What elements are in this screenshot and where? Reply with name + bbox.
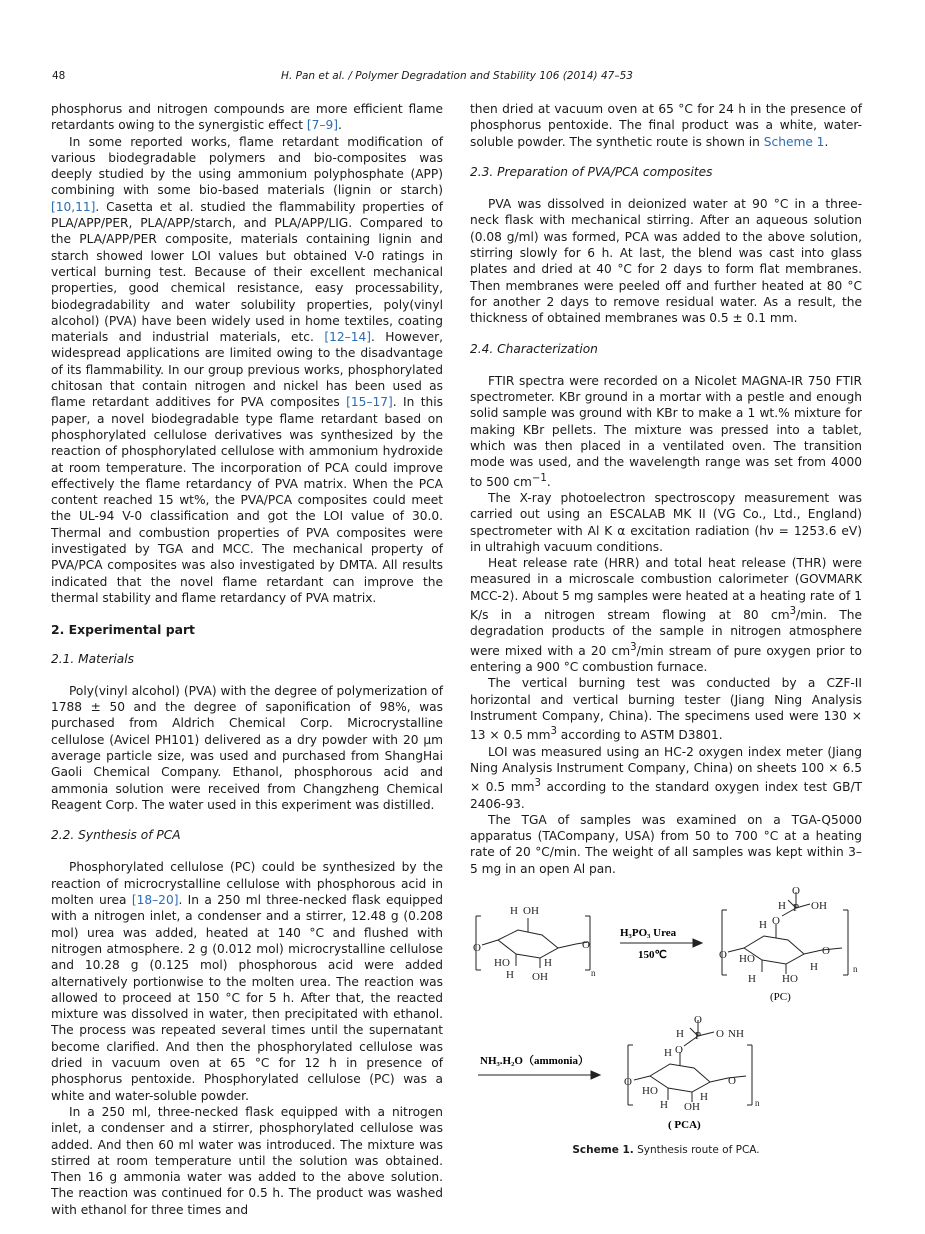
left-column [51, 101, 443, 1218]
subsection-heading: 2.2. Synthesis of PCA [51, 828, 181, 843]
svg-text:O: O [694, 1014, 702, 1026]
scheme-figure [470, 880, 865, 1180]
svg-text:H: H [810, 961, 818, 973]
svg-text:H: H [748, 973, 756, 985]
reagent-label: H₃PO₃ Urea [620, 927, 677, 939]
svg-text:H: H [510, 905, 518, 917]
svg-text:O: O [716, 1028, 724, 1040]
svg-text:HO: HO [642, 1085, 658, 1097]
bracket-right-icon [747, 1045, 752, 1105]
svg-text:n: n [591, 968, 596, 978]
svg-text:n: n [755, 1098, 760, 1108]
running-title: H. Pan et al. / Polymer Degradation and Stability 106 (2014) 47–53 [281, 70, 633, 82]
citation-link[interactable]: [10,11] [51, 199, 96, 214]
citation-link[interactable]: [18–20] [131, 893, 179, 908]
svg-text:O: O [719, 949, 727, 961]
svg-text:P: P [793, 902, 800, 914]
svg-text:OH: OH [532, 971, 548, 983]
compound-label: ( PCA) [668, 1119, 701, 1131]
paragraph: The vertical burning test was conducted by a CZF-II horizontal and vertical burning tester (Jiang Ning Analysis Instrument Company, China). The specimens used were 130 × 13 × 0.5 $mm^3$ according to ASTM D3801. [470, 676, 862, 743]
paragraph: PVA was dissolved in deionized water at 90 °C in a three-neck flask with mechanical stirring. After an aqueous solution (0.08 g/ml) was formed, PCA was added to the above solution, stirring slowly for 6 h. At last, the blend was cast into glass plates and dried at 40 °C for 2 days to form flat membranes. Then membranes were peeled off and further heated at 80 °C for another 2 days to remove residual water. As a result, the thickness of obtained membranes was 0.5 ± 0.1 mm. [470, 197, 862, 326]
svg-text:HO: HO [782, 973, 798, 985]
paragraph: LOI was measured using an HC-2 oxygen index meter (Jiang Ning Analysis Instrument Company, China) on sheets 100 × 6.5 × 0.5 $mm^3$ according to the standard oxygen index test GB/T 2406-93. [470, 744, 862, 811]
paragraph: In a 250 ml, three-necked flask equipped with a nitrogen inlet, a condenser and a stirrer, phosphorylated cellulose was added. And then 60 ml water was introduced. The mixture was stirred at room temperature until the solution was obtained. Then 16 g ammonia water was added to the above solution. The reaction was continued for 0.5 h. The product was washed with ethanol for three times and [51, 1104, 443, 1217]
svg-text:H: H [544, 957, 552, 969]
citation-link[interactable]: [7–9] [306, 118, 339, 133]
svg-text:H: H [778, 900, 786, 912]
section-heading: 2. Experimental part [51, 622, 195, 638]
svg-text:O: O [624, 1076, 632, 1088]
svg-text:H: H [660, 1099, 668, 1111]
svg-text:O: O [792, 885, 800, 897]
right-column [470, 101, 862, 877]
svg-text:OH: OH [684, 1101, 700, 1113]
paragraph: phosphorus and nitrogen compounds are more efficient flame retardants owing to the synergistic effect [7–9]. [51, 102, 443, 133]
glucose-ring-icon [482, 930, 588, 958]
subsection-heading: 2.4. Characterization [470, 341, 598, 356]
paragraph: In some reported works, flame retardant modification of various biodegradable polymers and bio-composites was deeply studied by the using ammonium polyphosphate (APP) combining with some bio-based materials (lignin or starch) [10,11]. Casetta et al. studied the flammability properties of PLA/APP/PER, PLA/APP/starch, and PLA/APP/LIG. Compared to the PLA/APP/PER composite, materials containing lignin and starch showed lower LOI values but obtained V-0 ratings in vertical burning test. Because of their excellent mechanical properties, good chemical resistance, easy processability, biodegradability and water solubility properties, poly(vinyl alcohol) (PVA) have been widely used in home textiles, coating materials and industrial materials, etc. [12–14]. However, widespread applications are limited owing to the disadvantage of its flammability. In our group previous works, phosphorylated chitosan that contain nitrogen and nickel has been used as flame retardant additives for PVA composites [15–17]. In this paper, a novel biodegradable type flame retardant based on phosphorylated cellulose derivatives was synthesized by the reaction of phosphorylated cellulose with ammonium hydroxide at room temperature. The incorporation of PCA could improve effectively the flame retardancy of PVA matrix. When the PCA content reached 15 wt%, the PVA/PCA composites could meet the UL-94 V-0 classification and got the LOI value of 30.0. Thermal and combustion properties of PVA composites were investigated by TGA and MCC. The mechanical property of PVA/PCA composites was also investigated by DMTA. All results indicated that the novel flame retardant can improve the thermal stability and flame retardancy of PVA matrix. [51, 134, 444, 605]
svg-text:H: H [759, 919, 767, 931]
bracket-left-icon [722, 910, 727, 975]
subsection-heading: 2.3. Preparation of PVA/PCA composites [470, 164, 713, 179]
bracket-left-icon [628, 1045, 633, 1105]
paragraph: Heat release rate (HRR) and total heat release (THR) were measured in a microscale combustion calorimeter (GOVMARK MCC-2). About 5 mg samples were heated at a heating rate of 1 K/s in a nitrogen stream flowing at 80 $cm^3/\min$. The degradation products of the sample in nitrogen atmosphere were mixed with a 20 $cm^3/\min$ stream of pure oxygen prior to entering a 900 °C combustion furnace. [470, 556, 862, 675]
compound-label: (PC) [770, 991, 791, 1003]
paragraph: Phosphorylated cellulose (PC) could be synthesized by the reaction of microcrystalline cellulose with phosphorous acid in molten urea [18–20]. In a 250 ml three-necked flask equipped with a nitrogen inlet, a condenser and a stirrer, 12.48 g (0.208 mol) urea was added, heated at 140 °C and flushed with nitrogen atmosphere. 2 g (0.012 mol) microcrystalline cellulose and 10.28 g (0.125 mol) phosphorous acid were added alternatively portionwise to the molten urea. The reaction was allowed to proceed at 150 °C for 5 h. After that, the reacted mixture was dissolved in water, then precipitated with ethanol. The process was repeated several times until the supernatant become clarified. And then the phosphorylated cellulose was dried in vacuum oven at 65 °C for 12 h in presence of phosphorus pentoxide. Phosphorylated cellulose (PC) was a white and water-soluble powder. [51, 860, 443, 1103]
synthesis-scheme-drawing [470, 880, 865, 1142]
scheme-link[interactable]: Scheme 1 [763, 134, 825, 149]
svg-text:O: O [473, 942, 481, 954]
running-header [52, 70, 862, 88]
condition-label: 150℃ [638, 949, 667, 961]
svg-text:O: O [772, 915, 780, 927]
citation-link[interactable]: [12–14] [324, 330, 371, 345]
svg-text:HO: HO [739, 953, 755, 965]
svg-text:O: O [822, 945, 830, 957]
svg-text:H: H [676, 1028, 684, 1040]
svg-text:n: n [853, 964, 858, 974]
bracket-right-icon [843, 910, 848, 975]
paragraph: Poly(vinyl alcohol) (PVA) with the degree of polymerization of 1788 ± 50 and the degree of saponification of 98%, was purchased from Aldrich Chemical Corp. Microcrystalline cellulose (Avicel PH101) delivered as a dry powder with 20 μm average particle size, was used and purchased from ShangHai Gaoli Chemical Company. Ethanol, phosphorous acid and ammonia solution were received from Changzheng Chemical Reagent Corp. The water used in this experiment was distilled. [51, 683, 443, 812]
svg-text:O: O [582, 939, 590, 951]
svg-text:P: P [695, 1030, 702, 1042]
reagent-label: NH₃.H₂O（ammonia） [480, 1055, 589, 1067]
svg-text:H: H [664, 1047, 672, 1059]
svg-text:OH: OH [523, 905, 539, 917]
paragraph: The X-ray photoelectron spectroscopy measurement was carried out using an ESCALAB MK II (VG Co., Ltd., England) spectrometer with Al K α excitation radiation (hν = 1253.6 eV) in ultrahigh vacuum conditions. [470, 491, 862, 554]
paragraph: The TGA of samples was examined on a TGA-Q5000 apparatus (TACompany, USA) from 50 to 700 °C at a heating rate of 20 °C/min. The weight of all samples was kept within 3–5 mg in an open Al pan. [470, 812, 862, 876]
svg-text:NH: NH [728, 1028, 744, 1040]
subsection-heading: 2.1. Materials [51, 651, 134, 666]
citation-link[interactable]: [15–17] [346, 395, 393, 410]
svg-text:HO: HO [494, 957, 510, 969]
svg-text:H: H [700, 1091, 708, 1103]
svg-text:H: H [506, 969, 514, 981]
paragraph: then dried at vacuum oven at 65 °C for 24 h in the presence of phosphorus pentoxide. The final product was a white, water-soluble powder. The synthetic route is shown in Scheme 1. [470, 102, 862, 149]
paragraph: FTIR spectra were recorded on a Nicolet MAGNA-IR 750 FTIR spectrometer. KBr ground in a mortar with a pestle and enough solid sample was ground with KBr to make a 1 wt.% mixture for making KBr pellets. The mixture was pressed into a tablet, which was then placed in a ventilated oven. The transition mode was used, and the wavelength range was set from 4000 to 500 $cm^{-1}$. [470, 373, 862, 489]
page-number: 48 [52, 70, 66, 82]
svg-text:OH: OH [811, 900, 827, 912]
svg-text:O: O [728, 1075, 736, 1087]
svg-text:O: O [675, 1044, 683, 1056]
figure-caption: Scheme 1. Synthesis route of PCA. [572, 1144, 760, 1156]
